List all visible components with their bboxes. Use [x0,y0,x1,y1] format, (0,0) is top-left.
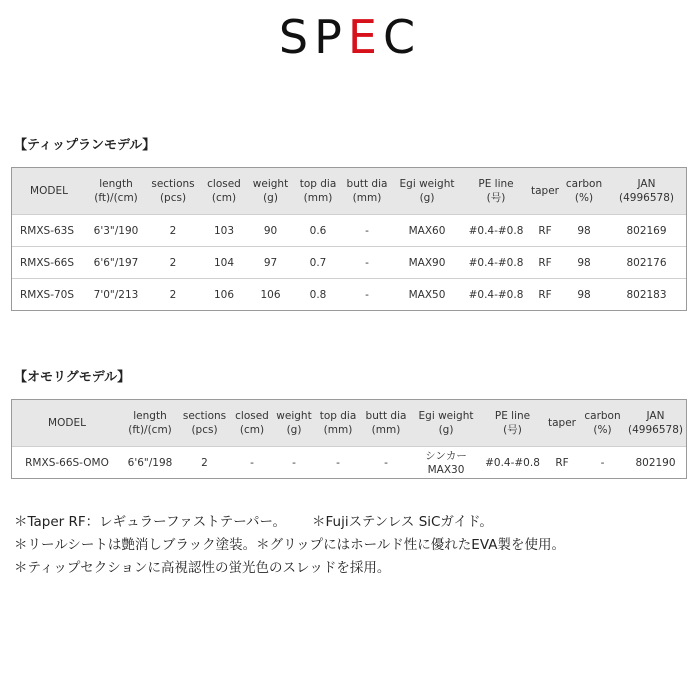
column-header-name: carbon [565,178,603,190]
table-cell: 98 [561,279,607,311]
column-header-name: closed [235,410,269,422]
table-cell: シンカー MAX30 [411,447,481,479]
column-header-unit: (pcs) [159,192,187,204]
column-header-name: taper [548,417,576,429]
column-header [231,400,273,447]
column-header [178,400,231,447]
column-header-name: JAN [637,178,656,190]
model-cell: RMXS-63S [12,215,86,247]
table-cell: MAX90 [391,247,463,279]
section-label-tiprun: 【ティップランモデル】 [14,138,156,153]
column-header-unit: (4996578) [619,192,674,204]
column-header [12,400,122,447]
table-cell: MAX60 [391,215,463,247]
model-cell: RMXS-66S-OMO [12,447,122,479]
column-header [361,400,411,447]
column-header-unit: (cm) [211,192,237,204]
table-cell: - [580,447,625,479]
column-header-unit: (g) [263,192,278,204]
column-header [200,168,248,215]
spec-table-omorig [12,400,686,478]
table-cell: 106 [200,279,248,311]
table-cell: 97 [248,247,293,279]
column-header-name: carbon [584,410,621,422]
table-cell: #0.4-#0.8 [481,447,544,479]
column-header-unit: (g) [438,424,454,436]
table-cell: 103 [200,215,248,247]
note-line: ＊リールシートは艶消しブラック塗装。＊グリップにはホールド性に優れたEVA製を使用。 [14,537,565,553]
column-header-unit: (%) [593,424,612,436]
column-header [293,168,343,215]
note-taper: ＊Taper RF：レギュラーファストテーパー。 [14,514,286,530]
column-header-unit: (号) [503,424,522,436]
table-cell: 2 [146,279,200,311]
column-header-name: weight [276,410,312,422]
page-title [0,10,700,64]
column-header-name: top dia [299,178,337,190]
column-header-unit: (pcs) [191,424,218,436]
column-header-name: top dia [319,410,357,422]
table-cell: 0.7 [293,247,343,279]
column-header-name: sections [182,410,227,422]
note-line [14,511,686,534]
column-header-unit: (ft)/(cm) [128,424,172,436]
column-header [463,168,529,215]
table-cell: RF [529,279,561,311]
table-cell: 802169 [607,215,686,247]
column-header-name: sections [151,178,195,190]
column-header [122,400,178,447]
table-cell: RF [544,447,580,479]
table-cell: 2 [146,247,200,279]
table-row [12,247,686,279]
table-header-row [12,168,686,215]
table-cell: 802190 [625,447,686,479]
section-label-omorig: 【オモリグモデル】 [14,370,131,385]
column-header [625,400,686,447]
column-header-name: Egi weight [418,410,474,422]
table-cell: 104 [200,247,248,279]
column-header [580,400,625,447]
column-header [411,400,481,447]
table-cell: 98 [561,215,607,247]
table-row [12,447,686,479]
title-accent-letter: E [347,10,383,64]
table-cell: 2 [178,447,231,479]
column-header-unit: (mm) [323,424,353,436]
title-part: SP [278,10,348,64]
table-cell: 0.6 [293,215,343,247]
table-cell: RF [529,215,561,247]
note-line: ＊ティップセクションに高視認性の蛍光色のスレッドを採用。 [14,560,391,576]
table-cell: 6'6"/198 [122,447,178,479]
table-cell: 7'0"/213 [86,279,146,311]
column-header-name: length [99,178,133,190]
column-header-name: PE line [478,178,514,190]
column-header-unit: (g) [286,424,302,436]
model-cell: RMXS-70S [12,279,86,311]
column-header-unit: (mm) [352,192,382,204]
column-header-name: taper [531,185,559,197]
column-header-name: butt dia [365,410,407,422]
table-cell: #0.4-#0.8 [463,215,529,247]
table-row [12,215,686,247]
spec-table-tiprun [12,168,686,310]
table-cell: 106 [248,279,293,311]
table-cell: - [315,447,361,479]
column-header [561,168,607,215]
column-header-unit: (g) [419,192,435,204]
table-cell: 0.8 [293,279,343,311]
column-header-unit: (4996578) [628,424,683,436]
table-cell: 802176 [607,247,686,279]
column-header [273,400,315,447]
table-cell: - [343,215,391,247]
column-header-unit: (%) [574,192,594,204]
column-header-name: length [133,410,167,422]
column-header [607,168,686,215]
column-header-unit: (号) [486,192,506,204]
column-header [391,168,463,215]
column-header [529,168,561,215]
table-cell: - [343,247,391,279]
table-cell: #0.4-#0.8 [463,247,529,279]
table-header-row [12,400,686,447]
model-cell: RMXS-66S [12,247,86,279]
column-header-unit: (mm) [371,424,401,436]
table-cell: 90 [248,215,293,247]
table-cell: - [361,447,411,479]
column-header-name: closed [207,178,241,190]
column-header-name: Egi weight [399,178,455,190]
table-cell: - [343,279,391,311]
column-header-name: MODEL [30,185,68,197]
table-cell: 2 [146,215,200,247]
table-cell: 6'6"/197 [86,247,146,279]
spec-notes [14,511,686,580]
table-cell: 802183 [607,279,686,311]
note-guide: ＊Fujiステンレス SiCガイド。 [312,514,493,530]
column-header [146,168,200,215]
table-row [12,279,686,311]
title-part: C [382,10,422,64]
column-header-name: weight [252,178,289,190]
column-header-name: PE line [494,410,531,422]
column-header-name: butt dia [346,178,388,190]
table-cell: - [273,447,315,479]
column-header [544,400,580,447]
column-header-name: JAN [646,410,665,422]
table-cell: - [231,447,273,479]
table-cell: #0.4-#0.8 [463,279,529,311]
column-header [12,168,86,215]
column-header [248,168,293,215]
table-cell: 98 [561,247,607,279]
column-header [86,168,146,215]
table-cell: RF [529,247,561,279]
table-cell: MAX50 [391,279,463,311]
column-header-unit: (mm) [303,192,333,204]
column-header-name: MODEL [48,417,86,429]
column-header [343,168,391,215]
column-header-unit: (ft)/(cm) [94,192,138,204]
column-header [315,400,361,447]
table-cell: 6'3"/190 [86,215,146,247]
column-header-unit: (cm) [239,424,265,436]
column-header [481,400,544,447]
